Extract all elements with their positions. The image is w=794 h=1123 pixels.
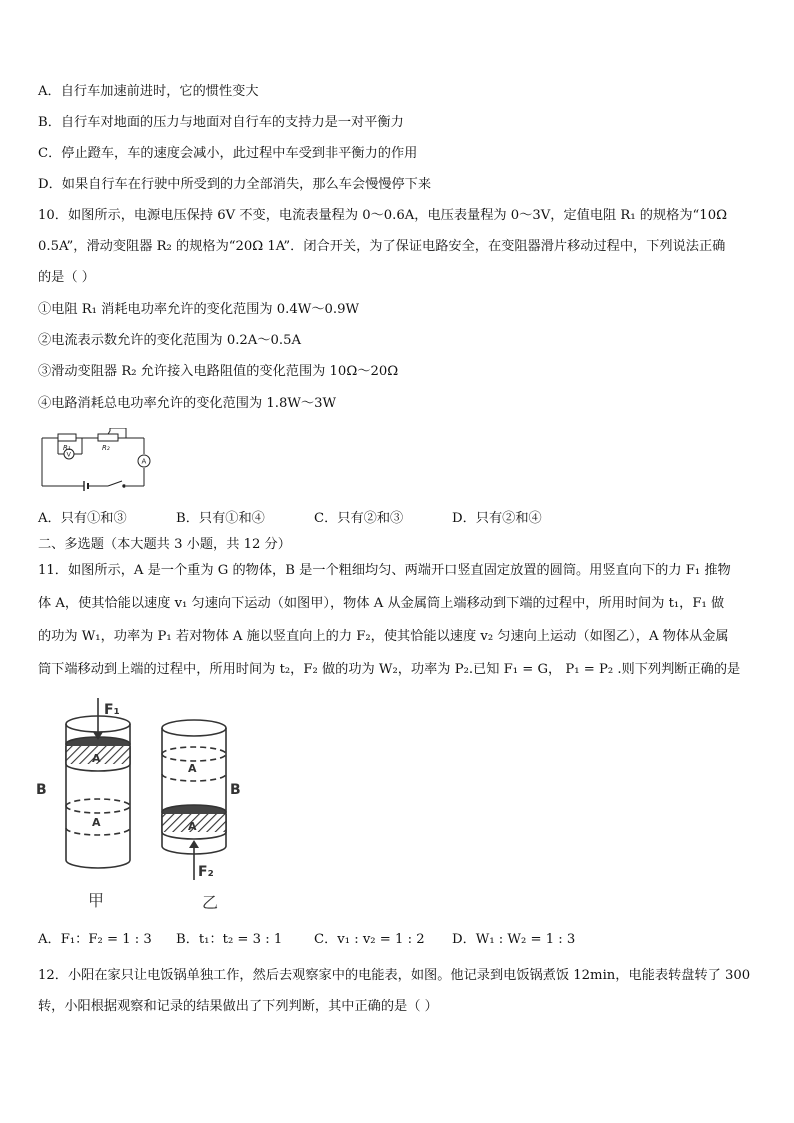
q11-stem-line-2: 体 A，使其恰能以速度 v₁ 匀速向下运动（如图甲），物体 A 从金属筒上端移动到下端的过程中，所用时间为 t₁，F₁ 做 bbox=[38, 596, 725, 611]
q10-stem-line-3: 的是（ ） bbox=[38, 270, 95, 285]
q11-options bbox=[38, 930, 778, 950]
q10-statement-3: ③滑动变阻器 R₂ 允许接入电路阻值的变化范围为 10Ω～20Ω bbox=[38, 364, 399, 379]
cylinder-label-b-right: B bbox=[230, 782, 241, 798]
figure-label-jia: 甲 bbox=[88, 891, 105, 910]
q9-option-d: D．如果自行车在行驶中所受到的力全部消失，那么车会慢慢停下来 bbox=[38, 177, 432, 192]
q10-circuit-diagram bbox=[36, 428, 156, 498]
q10-option-d: D．只有②和④ bbox=[452, 511, 542, 526]
voltmeter-label: V bbox=[66, 450, 71, 459]
q9-option-b: B．自行车对地面的压力与地面对自行车的支持力是一对平衡力 bbox=[38, 115, 404, 130]
force-label-f1: F₁ bbox=[104, 702, 120, 718]
q11-option-a: A．F₁：F₂ = 1 : 3 bbox=[38, 932, 152, 947]
q11-stem-line-4: 筒下端移动到上端的过程中，所用时间为 t₂，F₂ 做的功为 W₂，功率为 P₂.已知 F₁ = G， P₁ = P₂ .则下列判断正确的是 bbox=[38, 662, 741, 677]
q10-option-c: C．只有②和③ bbox=[314, 511, 404, 526]
q9-option-c: C．停止蹬车，车的速度会减小，此过程中车受到非平衡力的作用 bbox=[38, 146, 418, 161]
q12-stem-line-1: 12．小阳在家只让电饭锅单独工作，然后去观察家中的电能表，如图。他记录到电饭锅煮饭 12min，电能表转盘转了 300 bbox=[38, 968, 751, 983]
ammeter-label: A bbox=[141, 457, 147, 466]
q10-options bbox=[38, 509, 778, 529]
q11-stem-line-3: 的功为 W₁，功率为 P₁ 若对物体 A 施以竖直向上的力 F₂，使其恰能以速度 v₂ 匀速向上运动（如图乙），A 物体从金属 bbox=[38, 629, 729, 644]
q12-stem-line-2: 转，小阳根据观察和记录的结果做出了下列判断，其中正确的是（ ） bbox=[38, 999, 438, 1014]
cylinder-label-b-left: B bbox=[36, 782, 47, 798]
q10-stem-line-2: 0.5A”，滑动变阻器 R₂ 的规格为“20Ω 1A”．闭合开关，为了保证电路安全，在变阻器滑片移动过程中，下列说法正确 bbox=[38, 239, 726, 254]
q10-statement-1: ①电阻 R₁ 消耗电功率允许的变化范围为 0.4W～0.9W bbox=[38, 302, 360, 317]
q11-option-c: C．v₁ : v₂ = 1 : 2 bbox=[314, 932, 425, 947]
figure-label-yi: 乙 bbox=[202, 893, 219, 912]
section2-heading: 二、多选题（本大题共 3 小题，共 12 分） bbox=[38, 537, 291, 552]
circuit-label-r2: R₂ bbox=[102, 444, 110, 452]
q11-cylinder-figure bbox=[30, 694, 260, 916]
q10-statement-2: ②电流表示数允许的变化范围为 0.2A～0.5A bbox=[38, 333, 301, 348]
block-label-a-1: A bbox=[92, 752, 101, 765]
circuit-label-r1: R₁ bbox=[63, 444, 71, 452]
q10-statement-4: ④电路消耗总电功率允许的变化范围为 1.8W～3W bbox=[38, 396, 337, 411]
q11-option-d: D．W₁ : W₂ = 1 : 3 bbox=[452, 932, 576, 947]
block-label-a-2: A bbox=[92, 816, 101, 829]
force-label-f2: F₂ bbox=[198, 864, 214, 880]
q10-option-b: B．只有①和④ bbox=[176, 511, 265, 526]
block-label-a-3: A bbox=[188, 762, 197, 775]
q11-option-b: B．t₁：t₂ = 3 : 1 bbox=[176, 932, 283, 947]
q11-stem-line-1: 11．如图所示，A 是一个重为 G 的物体，B 是一个粗细均匀、两端开口竖直固定放置的圆筒。用竖直向下的力 F₁ 推物 bbox=[38, 563, 731, 578]
q9-option-a: A．自行车加速前进时，它的惯性变大 bbox=[38, 84, 259, 99]
block-label-a-4: A bbox=[188, 820, 197, 833]
q10-option-a: A．只有①和③ bbox=[38, 511, 127, 526]
q10-stem-line-1: 10．如图所示，电源电压保持 6V 不变，电流表量程为 0～0.6A，电压表量程为 0～3V，定值电阻 R₁ 的规格为“10Ω bbox=[38, 208, 728, 223]
